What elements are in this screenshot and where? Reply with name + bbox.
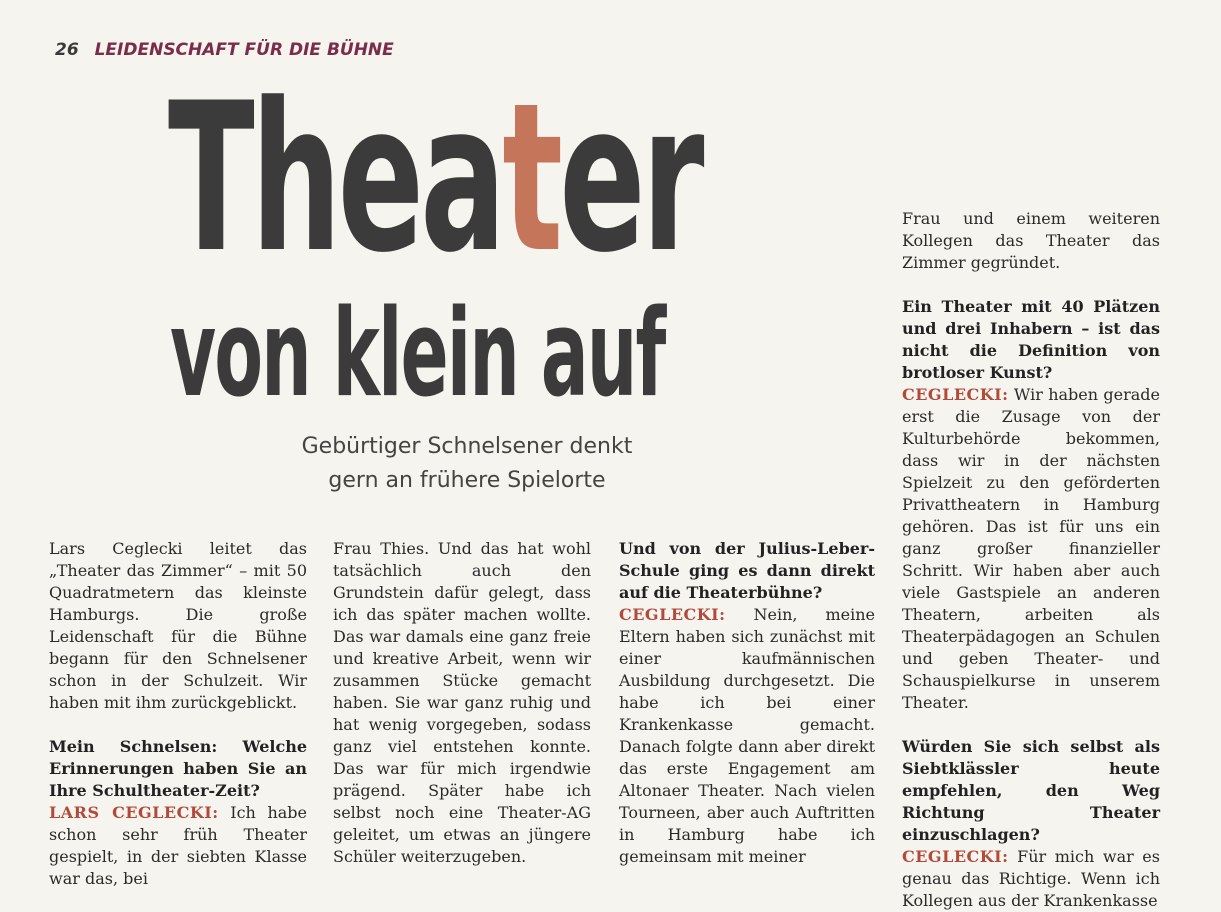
speaker-label: LARS CEGLECKI: (49, 803, 219, 822)
page-number: 26 (55, 40, 79, 60)
column-1 (49, 538, 307, 890)
question-3: Ein Theater mit 40 Plätzen und drei Inhabern – ist das nicht die Definition von brotloser Kunst? (902, 297, 1160, 382)
intro-paragraph: Lars Ceglecki leitet das „Theater das Zimmer“ – mit 50 Quadratmetern das kleinste Hamburgs. Die große Leidenschaft für die Bühne begann für den Schnelsener schon in der Schulzeit. Wir haben mit ihm zurückgeblickt. (49, 539, 307, 712)
answer-1-start (49, 802, 307, 890)
section-rubric: LEIDENSCHAFT FÜR DIE BÜHNE (94, 40, 394, 60)
headline-highlight-letter: t (502, 60, 560, 298)
headline-line1 (168, 60, 701, 298)
speaker-label: CEGLECKI: (902, 385, 1009, 404)
answer-1-continued: Frau Thies. Und das hat wohl tatsächlich auch den Grundstein dafür gelegt, dass ich das später machen wollte. Das war damals eine ganz freie und kreative Arbeit, wenn wir zusammen Stücke gemacht haben. Sie war ganz ruhig und hat wenig vorgegeben, sodass ganz viel entstehen konnte. Das war für mich irgendwie prägend. Später habe ich selbst noch eine Theater-AG geleitet, um etwas an jüngere Schüler weiterzugeben. (333, 539, 591, 866)
subtitle-line1: Gebürtiger Schnelsener denkt (301, 434, 633, 459)
answer-text: Wir haben gerade erst die Zusage von der Kulturbehörde bekommen, dass wir in der nächsten Spielzeit zu den geförderten Privattheatern in Hamburg gehören. Das ist für uns ein ganz großer finanzieller Schritt. Wir haben aber auch viele Gastspiele an anderen Theatern, arbeiten als Theaterpädagogen an Schulen und geben Theater- und Schauspielkurse in unserem Theater. (902, 385, 1160, 712)
answer-2-start (619, 604, 875, 868)
answer-2-continued: Frau und einem weiteren Kollegen das Theater das Zimmer gegründet. (902, 209, 1160, 272)
headline-line2: von klein auf (170, 285, 665, 424)
question-1: Mein Schnelsen: Welche Erinnerungen haben Sie an Ihre Schultheater-Zeit? (49, 737, 307, 800)
answer-text: Nein, meine Eltern haben sich zunächst mit einer kaufmännischen Ausbildung durchgesetzt. Die habe ich bei einer Krankenkasse gemacht. Danach folgte dann aber direkt das erste Engagement am Altonaer Theater. Nach vielen Tourneen, aber auch Auftritten in Hamburg habe ich gemeinsam mit meiner (619, 605, 875, 866)
question-2: Und von der Julius-Leber-Schule ging es dann direkt auf die Theaterbühne? (619, 539, 875, 602)
column-2 (333, 538, 591, 868)
answer-text: Für mich war es genau das Richtige. Wenn ich Kollegen aus der Krankenkasse (902, 847, 1160, 910)
answer-text: Ich habe schon sehr früh Theater gespielt, in der siebten Klasse war das, bei (49, 803, 307, 888)
page-header (55, 40, 394, 60)
subtitle-line2: gern an frühere Spielorte (328, 468, 606, 493)
speaker-label: CEGLECKI: (619, 605, 726, 624)
headline-part1: Thea (168, 60, 503, 298)
subtitle (262, 430, 672, 498)
column-3 (619, 538, 875, 868)
answer-3 (902, 384, 1160, 714)
headline-part2: er (559, 60, 701, 298)
question-4: Würden Sie sich selbst als Siebtklässler heute empfehlen, den Weg Richtung Theater einzuschlagen? (902, 737, 1160, 844)
column-4 (902, 208, 1160, 912)
answer-4 (902, 846, 1160, 912)
speaker-label: CEGLECKI: (902, 847, 1009, 866)
